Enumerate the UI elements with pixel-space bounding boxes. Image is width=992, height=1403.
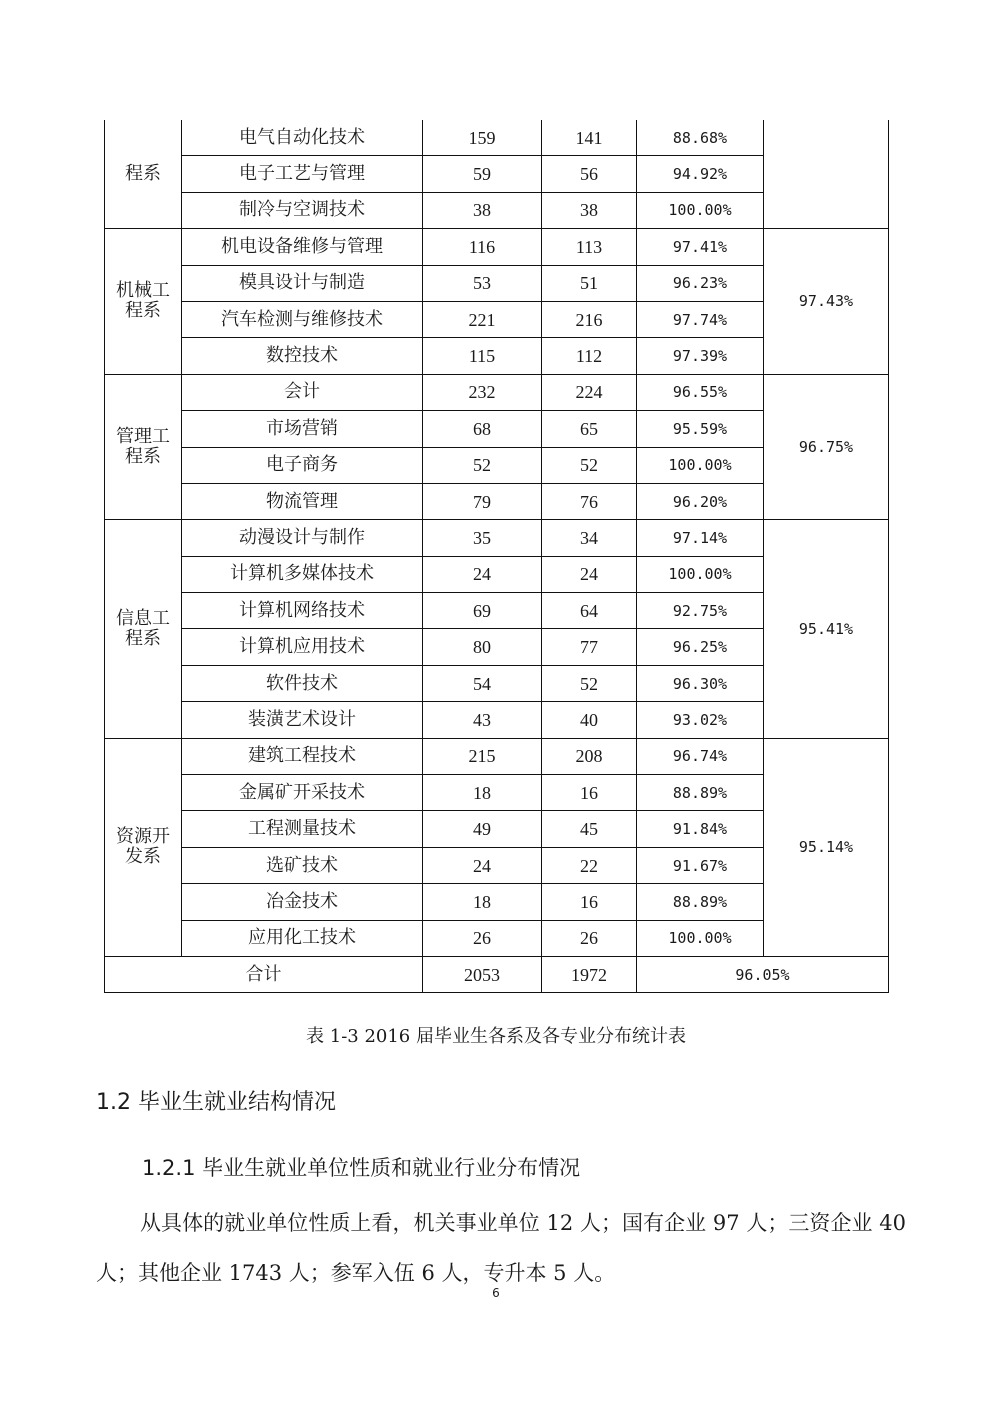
- department-cell: 资源开 发系: [105, 738, 182, 956]
- major-cell: 建筑工程技术: [182, 738, 423, 774]
- major-rate-cell: 96.25%: [637, 629, 764, 665]
- major-cell: 模具设计与制造: [182, 265, 423, 301]
- major-cell: 选矿技术: [182, 847, 423, 883]
- table-caption: 表 1-3 2016 届毕业生各系及各专业分布统计表: [306, 1026, 686, 1047]
- employment-table: [104, 120, 889, 993]
- major-rate-cell: 97.74%: [637, 301, 764, 337]
- employed-count-cell: 56: [542, 156, 637, 192]
- major-rate-cell: 100.00%: [637, 447, 764, 483]
- graduates-count-cell: 26: [423, 920, 542, 956]
- employed-count-cell: 34: [542, 520, 637, 556]
- major-rate-cell: 100.00%: [637, 920, 764, 956]
- major-rate-cell: 91.67%: [637, 847, 764, 883]
- major-cell: 会计: [182, 374, 423, 410]
- employed-count-cell: 51: [542, 265, 637, 301]
- major-rate-cell: 100.00%: [637, 556, 764, 592]
- subsection-heading: 1.2.1 毕业生就业单位性质和就业行业分布情况: [142, 1156, 581, 1180]
- major-rate-cell: 97.41%: [637, 229, 764, 265]
- employed-count-cell: 112: [542, 338, 637, 374]
- major-rate-cell: 93.02%: [637, 702, 764, 738]
- major-rate-cell: 97.14%: [637, 520, 764, 556]
- major-cell: 计算机网络技术: [182, 593, 423, 629]
- employed-count-cell: 113: [542, 229, 637, 265]
- table-row: [105, 738, 889, 774]
- graduates-count-cell: 43: [423, 702, 542, 738]
- graduates-count-cell: 59: [423, 156, 542, 192]
- major-cell: 应用化工技术: [182, 920, 423, 956]
- graduates-count-cell: 80: [423, 629, 542, 665]
- major-rate-cell: 96.23%: [637, 265, 764, 301]
- department-cell: 程系: [105, 120, 182, 229]
- graduates-count-cell: 18: [423, 775, 542, 811]
- major-rate-cell: 97.39%: [637, 338, 764, 374]
- major-cell: 金属矿开采技术: [182, 775, 423, 811]
- graduates-count-cell: 52: [423, 447, 542, 483]
- department-cell: 管理工 程系: [105, 374, 182, 520]
- department-rate-cell: 95.41%: [764, 520, 889, 738]
- major-rate-cell: 88.89%: [637, 884, 764, 920]
- page-number: 6: [492, 1286, 500, 1300]
- summary-row: [105, 956, 889, 992]
- graduates-count-cell: 35: [423, 520, 542, 556]
- table-row: [105, 229, 889, 265]
- major-cell: 市场营销: [182, 411, 423, 447]
- major-rate-cell: 95.59%: [637, 411, 764, 447]
- major-cell: 电子商务: [182, 447, 423, 483]
- major-cell: 电气自动化技术: [182, 120, 423, 156]
- graduates-count-cell: 215: [423, 738, 542, 774]
- employed-count-cell: 40: [542, 702, 637, 738]
- major-rate-cell: 96.74%: [637, 738, 764, 774]
- major-rate-cell: 88.89%: [637, 775, 764, 811]
- major-cell: 装潢艺术设计: [182, 702, 423, 738]
- graduates-count-cell: 79: [423, 483, 542, 519]
- employed-count-cell: 224: [542, 374, 637, 410]
- employed-count-cell: 38: [542, 192, 637, 228]
- table-row: [105, 520, 889, 556]
- employed-count-cell: 64: [542, 593, 637, 629]
- graduates-count-cell: 69: [423, 593, 542, 629]
- summary-employed-cell: 1972: [542, 956, 637, 992]
- employed-count-cell: 22: [542, 847, 637, 883]
- major-rate-cell: 96.20%: [637, 483, 764, 519]
- major-cell: 物流管理: [182, 483, 423, 519]
- employed-count-cell: 76: [542, 483, 637, 519]
- graduates-count-cell: 54: [423, 665, 542, 701]
- major-cell: 汽车检测与维修技术: [182, 301, 423, 337]
- table-row: [105, 120, 889, 156]
- major-cell: 数控技术: [182, 338, 423, 374]
- major-cell: 软件技术: [182, 665, 423, 701]
- summary-total-cell: 2053: [423, 956, 542, 992]
- major-cell: 工程测量技术: [182, 811, 423, 847]
- graduates-count-cell: 38: [423, 192, 542, 228]
- department-rate-cell: 96.75%: [764, 374, 889, 520]
- major-cell: 动漫设计与制作: [182, 520, 423, 556]
- section-heading: 1.2 毕业生就业结构情况: [96, 1090, 336, 1115]
- graduates-count-cell: 49: [423, 811, 542, 847]
- major-rate-cell: 96.30%: [637, 665, 764, 701]
- major-cell: 冶金技术: [182, 884, 423, 920]
- major-cell: 电子工艺与管理: [182, 156, 423, 192]
- graduates-count-cell: 24: [423, 556, 542, 592]
- major-rate-cell: 92.75%: [637, 593, 764, 629]
- graduates-count-cell: 159: [423, 120, 542, 156]
- graduates-count-cell: 115: [423, 338, 542, 374]
- department-rate-cell: [764, 120, 889, 229]
- summary-label-cell: 合计: [105, 956, 423, 992]
- major-cell: 计算机多媒体技术: [182, 556, 423, 592]
- graduates-count-cell: 232: [423, 374, 542, 410]
- employed-count-cell: 141: [542, 120, 637, 156]
- employed-count-cell: 65: [542, 411, 637, 447]
- employed-count-cell: 52: [542, 447, 637, 483]
- department-cell: 信息工 程系: [105, 520, 182, 738]
- body-paragraph: 从具体的就业单位性质上看，机关事业单位 12 人；国有企业 97 人；三资企业 40 人；其他企业 1743 人；参军入伍 6 人，专升本 5 人。: [96, 1211, 906, 1285]
- table-row: [105, 374, 889, 410]
- major-rate-cell: 91.84%: [637, 811, 764, 847]
- department-cell: 机械工 程系: [105, 229, 182, 375]
- major-rate-cell: 96.55%: [637, 374, 764, 410]
- employed-count-cell: 26: [542, 920, 637, 956]
- employed-count-cell: 24: [542, 556, 637, 592]
- employed-count-cell: 52: [542, 665, 637, 701]
- major-cell: 制冷与空调技术: [182, 192, 423, 228]
- graduates-count-cell: 53: [423, 265, 542, 301]
- major-rate-cell: 94.92%: [637, 156, 764, 192]
- graduates-count-cell: 221: [423, 301, 542, 337]
- graduates-count-cell: 116: [423, 229, 542, 265]
- graduates-count-cell: 68: [423, 411, 542, 447]
- major-rate-cell: 100.00%: [637, 192, 764, 228]
- employed-count-cell: 16: [542, 775, 637, 811]
- graduates-count-cell: 18: [423, 884, 542, 920]
- employed-count-cell: 16: [542, 884, 637, 920]
- employed-count-cell: 216: [542, 301, 637, 337]
- graduates-count-cell: 24: [423, 847, 542, 883]
- major-cell: 机电设备维修与管理: [182, 229, 423, 265]
- employed-count-cell: 45: [542, 811, 637, 847]
- major-cell: 计算机应用技术: [182, 629, 423, 665]
- department-rate-cell: 97.43%: [764, 229, 889, 375]
- major-rate-cell: 88.68%: [637, 120, 764, 156]
- department-rate-cell: 95.14%: [764, 738, 889, 956]
- summary-rate-cell: 96.05%: [637, 956, 889, 992]
- employed-count-cell: 77: [542, 629, 637, 665]
- table-body: [105, 120, 889, 993]
- employed-count-cell: 208: [542, 738, 637, 774]
